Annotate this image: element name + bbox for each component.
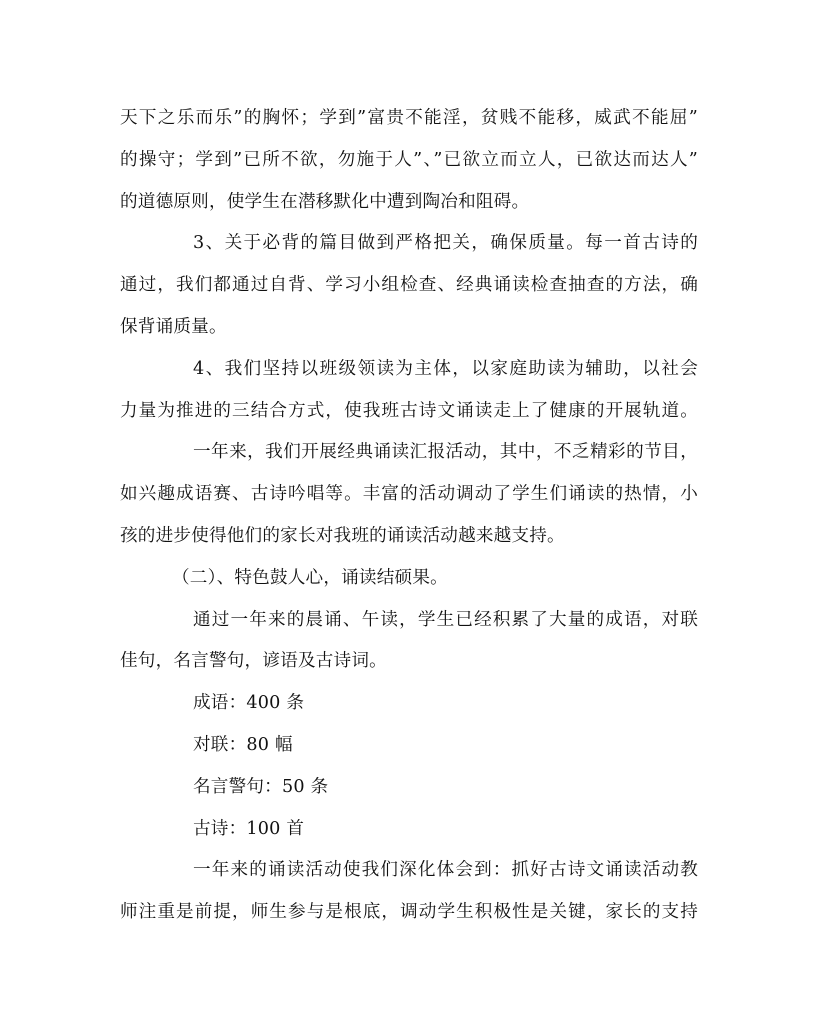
text-line: 一年来，我们开展经典诵读汇报活动，其中，不乏精彩的节目， (193, 442, 698, 463)
text-line: 一年来的诵读活动使我们深化体会到：抓好古诗文诵读活动教 (193, 860, 698, 881)
text-line: 天下之乐而乐”的胸怀；学到”富贵不能淫，贫贱不能移，威武不能屈” (120, 108, 698, 128)
text-line: 师注重是前提，师生参与是根底，调动学生积极性是关键，家长的支持 (120, 902, 698, 923)
stat-line-idioms: 成语：400 条 (193, 693, 305, 714)
text-line: 3、关于必背的篇目做到严格把关，确保质量。每一首古诗的 (193, 233, 698, 254)
text-line: 的操守；学到”已所不欲，勿施于人”、”已欲立而立人，已欲达而达人” (120, 149, 698, 170)
text-line: 孩的进步使得他们的家长对我班的诵读活动越来越支持。 (120, 525, 565, 546)
text-line: 如兴趣成语赛、古诗吟唱等。丰富的活动调动了学生们诵读的热情，小 (120, 484, 698, 505)
stat-line-poems: 古诗：100 首 (193, 818, 305, 839)
section-heading: （二）、特色鼓人心，诵读结硕果。 (172, 567, 448, 588)
text-line: 的道德原则，使学生在潜移默化中遭到陶冶和阻碍。 (120, 191, 530, 212)
text-line: 保背诵质量。 (120, 316, 227, 337)
text-line: 力量为推进的三结合方式，使我班古诗文诵读走上了健康的开展轨道。 (120, 400, 698, 421)
text-line: 4、我们坚持以班级领读为主体，以家庭助读为辅助，以社会 (193, 358, 698, 379)
stat-line-quotes: 名言警句：50 条 (193, 776, 329, 797)
stat-line-couplets: 对联：80 幅 (193, 734, 293, 755)
text-line: 通过，我们都通过自背、学习小组检查、经典诵读检查抽查的方法，确 (120, 275, 698, 296)
text-line: 通过一年来的晨诵、午读，学生已经积累了大量的成语，对联 (193, 609, 698, 630)
text-line: 佳句，名言警句，谚语及古诗词。 (120, 651, 387, 672)
document-body (120, 98, 698, 934)
